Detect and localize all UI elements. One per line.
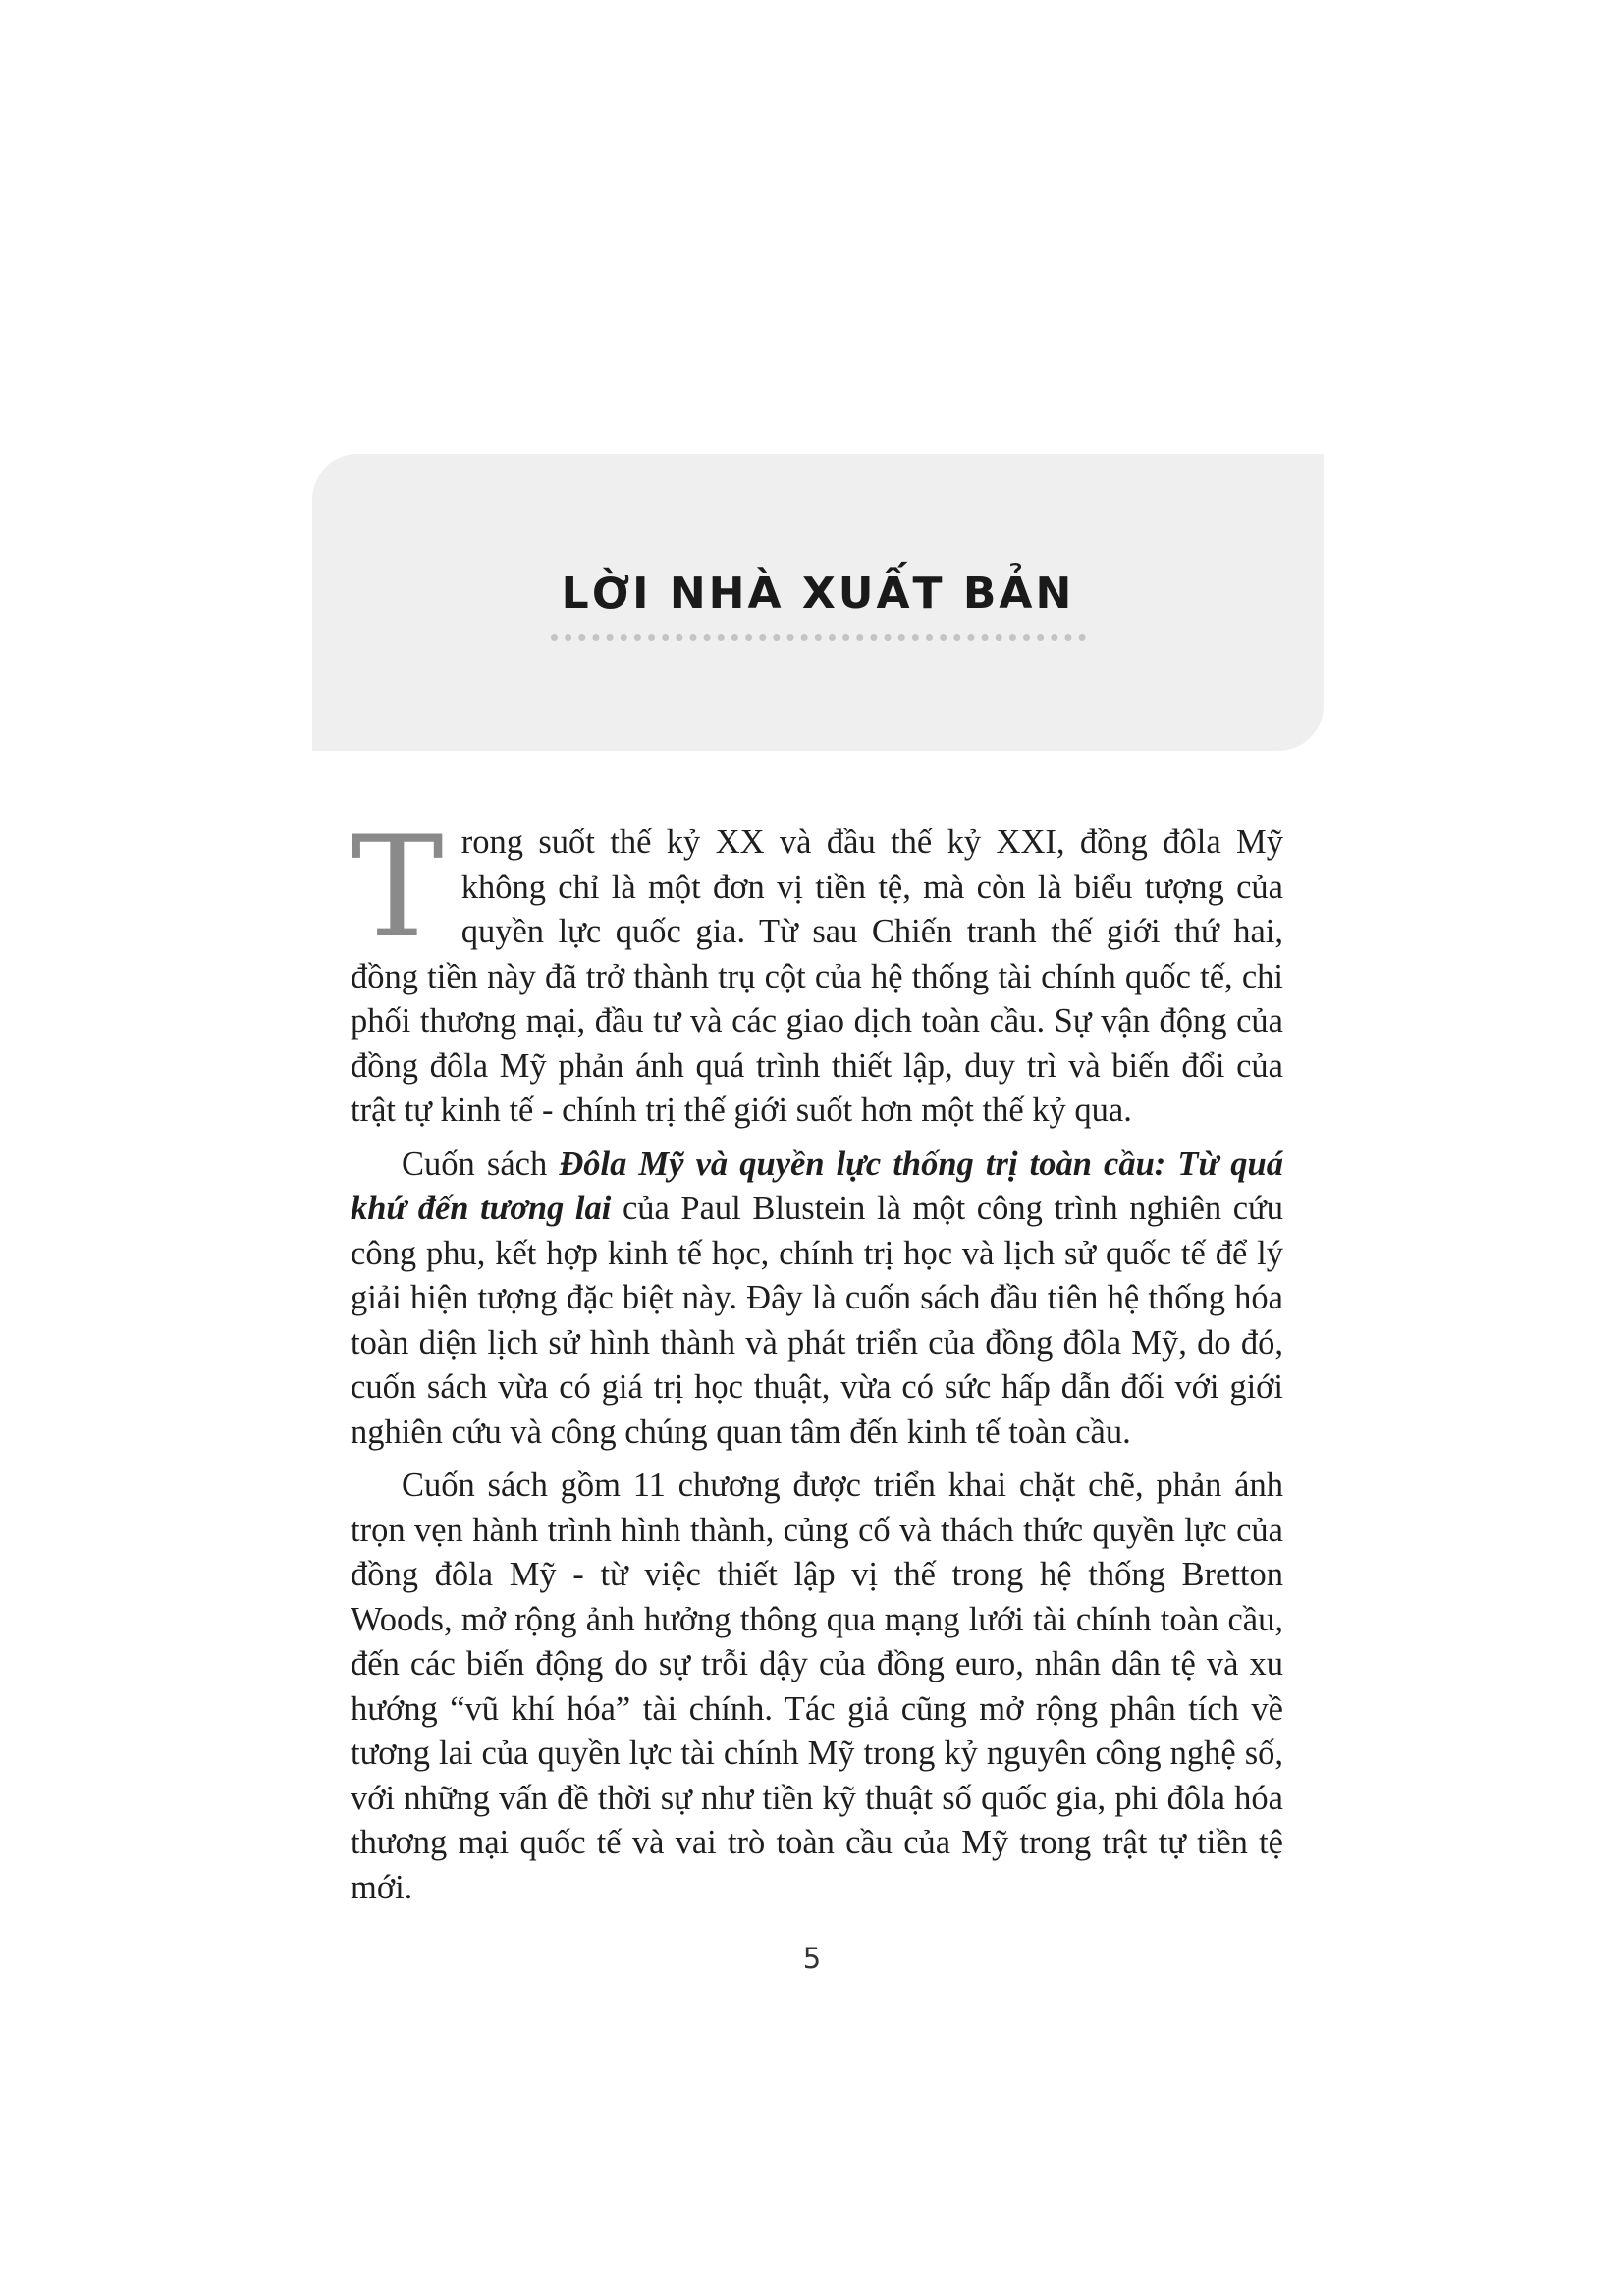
title-dotted-rule — [551, 634, 1086, 641]
book-title: Đôla Mỹ và quyền lực thống trị toàn cầu: Từ quá khứ đến tương lai — [351, 1145, 1283, 1227]
paragraph-1-text: rong suốt thế kỷ XX và đầu thế kỷ XXI, đồng đôla Mỹ không chỉ là một đơn vị tiền tệ, mà còn là biểu tượng của quyền lực quốc gia. Từ sau Chiến tranh thế giới thứ hai, đồng tiền này đã trở thành trụ cột của hệ thống tài chính quốc tế, chi phối thương mại, đầu tư và các giao dịch toàn cầu. Sự vận động của đồng đôla Mỹ phản ánh quá trình thiết lập, duy trì và biến đổi của trật tự kinh tế - chính trị thế giới suốt hơn một thế kỷ qua. — [351, 824, 1283, 1129]
paragraph-2-intro: Cuốn sách — [402, 1145, 560, 1183]
page-number: 5 — [802, 1942, 822, 1975]
body-text — [351, 807, 1284, 1919]
chapter-header-band — [312, 454, 1324, 751]
paragraph-3: Cuốn sách gồm 11 chương được triển khai chặt chẽ, phản ánh trọn vẹn hành trình hình thành, củng cố và thách thức quyền lực của đồng đôla Mỹ - từ việc thiết lập vị thế trong hệ thống Bretton Woods, mở rộng ảnh hưởng thông qua mạng lưới tài chính toàn cầu, đến các biến động do sự trỗi dậy của đồng euro, nhân dân tệ và xu hướng “vũ khí hóa” tài chính. Tác giả cũng mở rộng phân tích về tương lai của quyền lực tài chính Mỹ trong kỷ nguyên công nghệ số, với những vấn đề thời sự như tiền kỹ thuật số quốc gia, phi đôla hóa thương mại quốc tế và vai trò toàn cầu của Mỹ trong trật tự tiền tệ mới. — [351, 1467, 1283, 1906]
drop-cap: T — [351, 807, 444, 969]
paragraph-1 — [351, 807, 1283, 1134]
page-title: LỜI NHÀ XUẤT BẢN — [561, 568, 1075, 618]
paragraph-2 — [351, 1143, 1283, 1456]
paragraph-2-rest: của Paul Blustein là một công trình nghiên cứu công phu, kết hợp kinh tế học, chính trị học và lịch sử quốc tế để lý giải hiện tượng đặc biệt này. Đây là cuốn sách đầu tiên hệ thống hóa toàn diện lịch sử hình thành và phát triển của đồng đôla Mỹ, do đó, cuốn sách vừa có giá trị học thuật, vừa có sức hấp dẫn đối với giới nghiên cứu và công chúng quan tâm đến kinh tế toàn cầu. — [351, 1190, 1284, 1451]
